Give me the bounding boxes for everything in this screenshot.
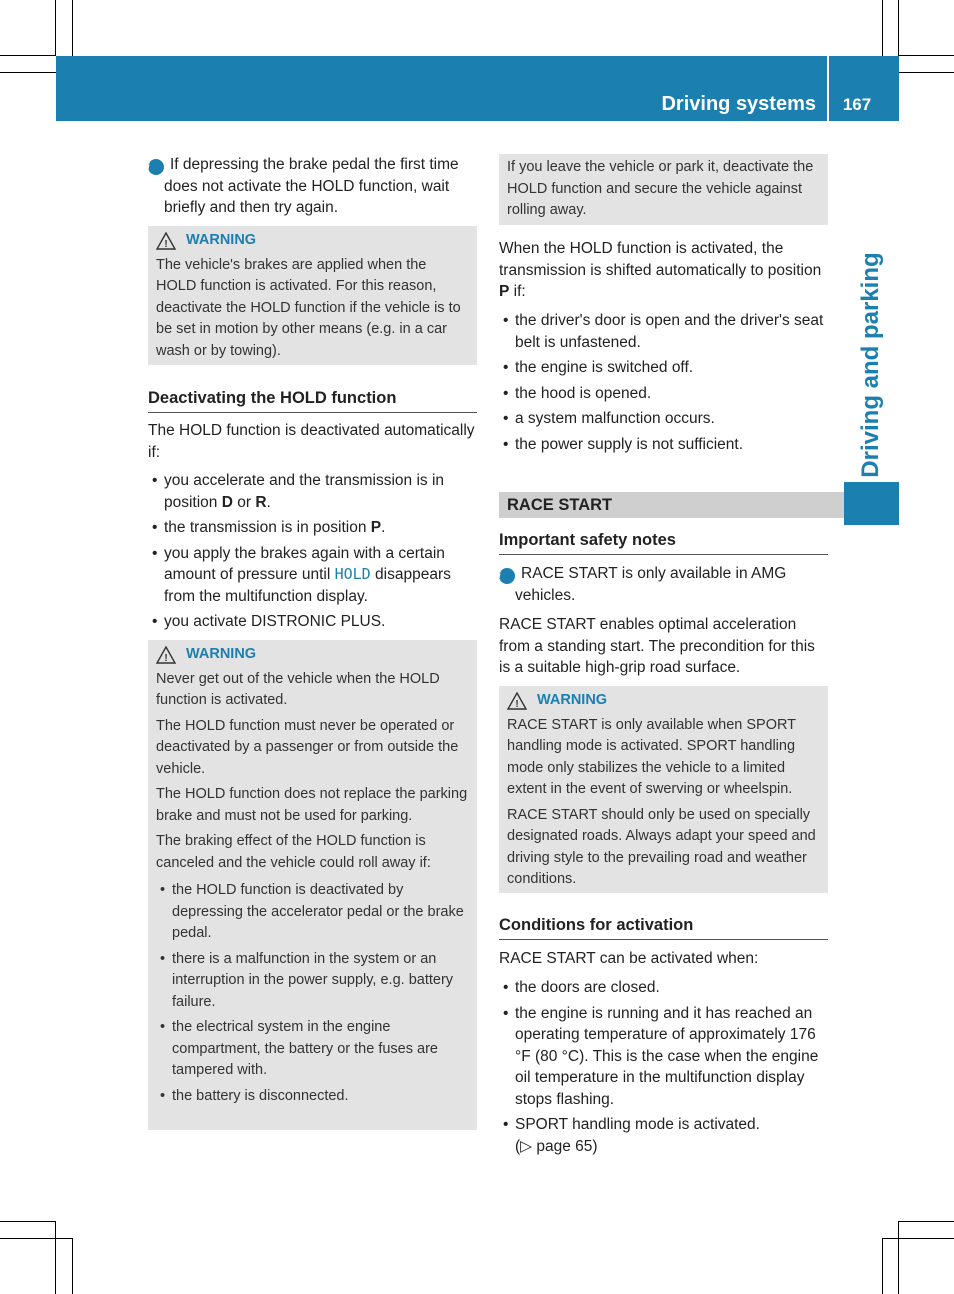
crop-mark (55, 1221, 56, 1294)
warning-text: The HOLD function does not replace the parking brake and must not be used for parking. (156, 786, 468, 824)
list-item: • the driver's door is open and the driver's seat belt is unfastened. (499, 310, 828, 353)
note-text: If you leave the vehicle or park it, deactivate the HOLD function and secure the vehicle against rolling away. (507, 159, 814, 218)
list-item: • the hood is opened. (499, 383, 828, 405)
svg-text:!: ! (164, 652, 168, 664)
crop-mark (55, 0, 56, 56)
note-box (499, 154, 828, 225)
side-tab-label: Driving and parking (857, 252, 884, 478)
paragraph: The HOLD function is deactivated automatically if: (148, 422, 475, 461)
info-note-text: RACE START is only available in AMG vehicles. (515, 565, 787, 604)
paragraph: When the HOLD function is activated, the transmission is shifted automatically to position P if: (499, 240, 822, 300)
crop-mark (0, 55, 56, 56)
bullet-list (499, 977, 828, 1157)
list-item: • the doors are closed. (499, 977, 828, 999)
crop-mark (898, 72, 954, 73)
list-item: • SPORT handling mode is activated. (▷ page 65) (499, 1114, 828, 1157)
svg-text:!: ! (515, 698, 519, 710)
svg-text:!: ! (164, 238, 168, 250)
page-number: 167 (842, 95, 872, 114)
warning-triangle-icon (156, 232, 176, 250)
warning-header (156, 644, 469, 666)
list-item: • a system malfunction occurs. (499, 408, 828, 430)
paragraph: RACE START can be activated when: (499, 950, 759, 967)
crop-mark (898, 1221, 899, 1294)
bullet-list (156, 880, 469, 1107)
warning-text: RACE START is only available when SPORT handling mode is activated. SPORT handling mode only stabilizes the vehicle to a limited extent in the event of swerving or wheelspin. (507, 716, 796, 797)
crop-mark (898, 0, 899, 56)
warning-header (507, 690, 820, 712)
list-item: • the engine is switched off. (499, 357, 828, 379)
warning-label: WARNING (186, 232, 257, 248)
warning-text: The vehicle's brakes are applied when the HOLD function is activated. For this reason, deactivate the HOLD function if the vehicle is to be set in motion by other means (e.g. in a car wash or by towing). (156, 256, 461, 359)
warning-label: WARNING (186, 646, 257, 662)
page-title: Driving systems (661, 93, 816, 115)
info-note (496, 563, 844, 606)
bullet-list (148, 470, 477, 633)
warning-header (156, 230, 469, 252)
warning-box (499, 686, 828, 893)
info-icon: i (148, 159, 164, 175)
crop-mark (882, 1238, 883, 1294)
list-item: • you apply the brakes again with a certain amount of pressure until HOLD disappears from the multifunction display. (148, 543, 477, 608)
list-item: • you activate DISTRONIC PLUS. (148, 611, 477, 633)
warning-box (148, 640, 477, 1130)
warning-text: Never get out of the vehicle when the HOLD function is activated. (156, 670, 440, 708)
warning-box (148, 226, 477, 365)
bullet-list (499, 310, 828, 455)
info-icon: i (499, 568, 515, 584)
page-reference[interactable]: (▷ page 65) (515, 1137, 598, 1155)
side-tab-marker (844, 482, 899, 525)
info-note-text: If depressing the brake pedal the first time does not activate the HOLD function, wait briefly and then try again. (164, 156, 459, 216)
section-heading: Important safety notes (499, 530, 828, 555)
list-item: • the electrical system in the engine compartment, the battery or the fuses are tampered with. (156, 1017, 469, 1082)
section-heading: Conditions for activation (499, 915, 828, 940)
list-item: • the HOLD function is deactivated by depressing the accelerator pedal or the brake pedal. (156, 880, 469, 945)
list-item: • the transmission is in position P. (148, 517, 477, 539)
list-item: • the battery is disconnected. (156, 1086, 469, 1108)
crop-mark (72, 1238, 73, 1294)
crop-mark (0, 72, 56, 73)
crop-mark (898, 1221, 954, 1222)
crop-mark (72, 0, 73, 56)
warning-triangle-icon (507, 692, 527, 710)
warning-text: RACE START should only be used on specially designated roads. Always adapt your speed and driving style to the prevailing road and weather conditions. (507, 806, 816, 887)
list-item: • the engine is running and it has reached an operating temperature of approximately 176 °F (80 °C). This is the case when the engine oil temperature in the multifunction display stops flashing. (499, 1003, 828, 1111)
info-note (145, 154, 493, 219)
crop-mark (882, 0, 883, 56)
crop-mark (0, 1221, 56, 1222)
warning-text: The braking effect of the HOLD function is canceled and the vehicle could roll away if: (156, 833, 431, 871)
crop-mark (0, 1238, 72, 1239)
crop-mark (882, 1238, 954, 1239)
warning-triangle-icon (156, 646, 176, 664)
crop-mark (898, 55, 954, 56)
section-bar: RACE START (499, 492, 844, 518)
section-heading: Deactivating the HOLD function (148, 388, 477, 413)
display-message: HOLD (334, 565, 371, 583)
list-item: • you accelerate and the transmission is in position D or R. (148, 470, 477, 513)
list-item: • the power supply is not sufficient. (499, 434, 828, 456)
list-item: • there is a malfunction in the system or an interruption in the power supply, e.g. battery failure. (156, 949, 469, 1014)
paragraph: RACE START enables optimal acceleration from a standing start. The precondition for this is a suitable high-grip road surface. (499, 616, 815, 676)
warning-label: WARNING (537, 692, 608, 708)
warning-text: The HOLD function must never be operated or deactivated by a passenger or from outside the vehicle. (156, 717, 459, 777)
